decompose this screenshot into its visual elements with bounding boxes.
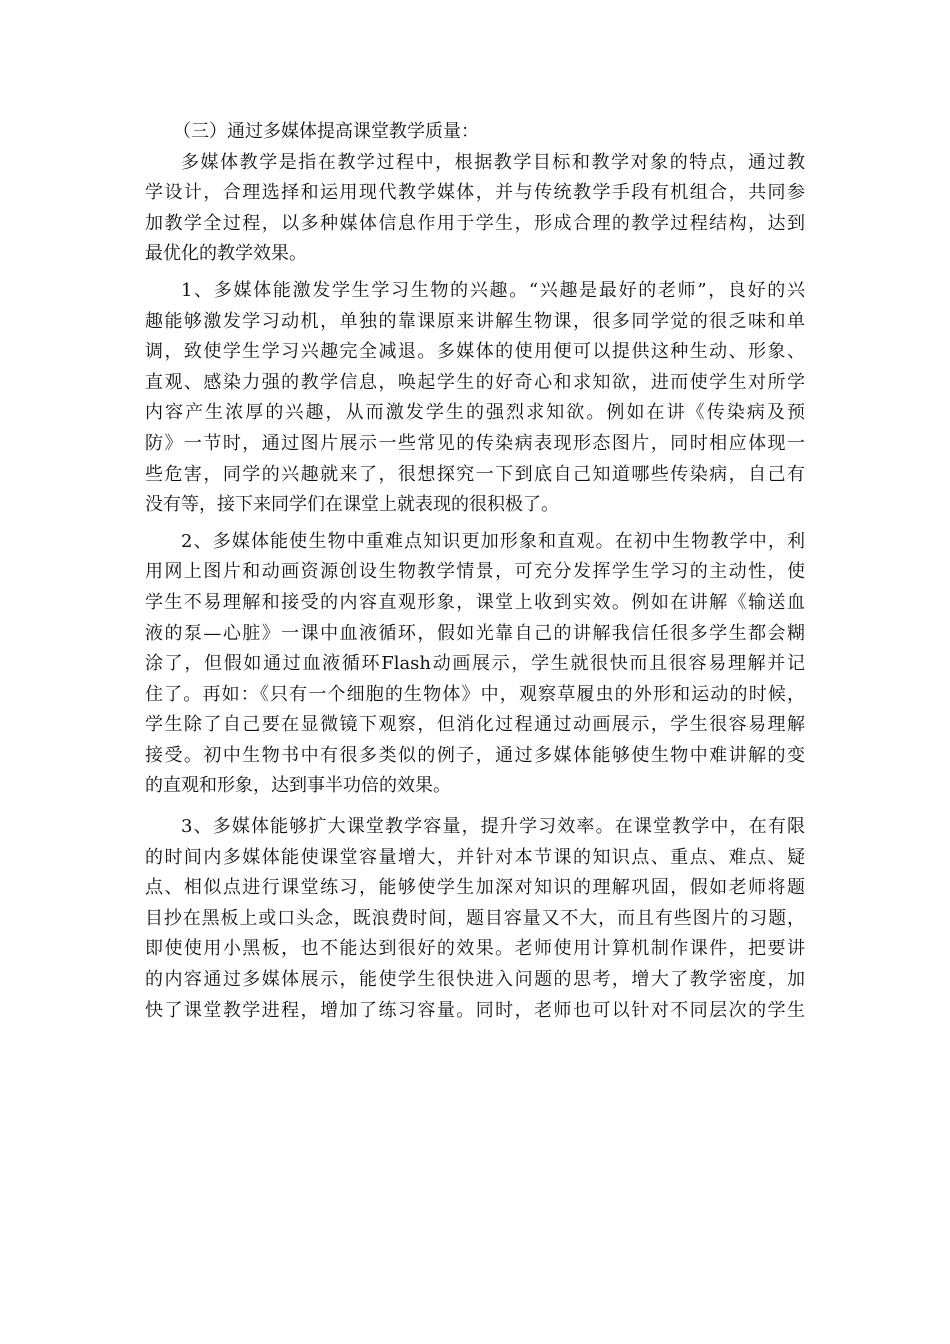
paragraph-line: 的内容通过多媒体展示，能使学生很快进入问题的思考，增大了教学密度，加 [145, 969, 805, 991]
section-heading: （三）通过多媒体提高课堂教学质量： [173, 121, 479, 142]
paragraph-line: 涂了，但假如通过血液循环Flash动画展示，学生就很快而且很容易理解并记 [145, 653, 805, 675]
paragraph-line: 即使使用小黑板，也不能达到很好的效果。老师使用计算机制作课件，把要讲 [145, 938, 805, 960]
paragraph-line: 些危害，同学的兴趣就来了，很想探究一下到底自己知道哪些传染病，自己有 [145, 463, 805, 485]
paragraph-line: 快了课堂教学进程，增加了练习容量。同时，老师也可以针对不同层次的学生 [145, 999, 805, 1021]
paragraph-intro [145, 148, 805, 270]
paragraph-line: 1、多媒体能激发学生学习生物的兴趣。“兴趣是最好的老师”，良好的兴 [181, 279, 805, 301]
paragraph-line: 没有等，接下来同学们在课堂上就表现的很积极了。 [145, 494, 559, 516]
paragraph-line: 学设计，合理选择和运用现代教学媒体，并与传统教学手段有机组合，共同参 [145, 182, 805, 204]
paragraph-line: 内容产生浓厚的兴趣，从而激发学生的强烈求知欲。例如在讲《传染病及预 [145, 402, 805, 424]
paragraph-line: 学生不易理解和接受的内容直观形象，课堂上收到实效。例如在讲解《输送血 [145, 591, 805, 613]
paragraph-line: 3、多媒体能够扩大课堂教学容量，提升学习效率。在课堂教学中，在有限 [181, 816, 805, 838]
paragraph-line: 最优化的教学效果。 [145, 243, 307, 265]
paragraph-line: 接受。初中生物书中有很多类似的例子，通过多媒体能够使生物中难讲解的变 [145, 744, 805, 766]
paragraph-line: 防》一节时，通过图片展示一些常见的传染病表现形态图片，同时相应体现一 [145, 432, 805, 454]
paragraph-line: 2、多媒体能使生物中重难点知识更加形象和直观。在初中生物教学中，利 [181, 530, 805, 552]
paragraph-line: 学生除了自己要在显微镜下观察，但消化过程通过动画展示，学生很容易理解 [145, 714, 805, 736]
paragraph-line: 的直观和形象，达到事半功倍的效果。 [145, 775, 451, 797]
paragraph-line: 住了。再如：《只有一个细胞的生物体》中，观察草履虫的外形和运动的时候， [145, 683, 805, 705]
paragraph-point-2 [145, 527, 805, 802]
paragraph-line: 的时间内多媒体能使课堂容量增大，并针对本节课的知识点、重点、难点、疑 [145, 846, 805, 868]
paragraph-line: 直观、感染力强的教学信息，唤起学生的好奇心和求知欲，进而使学生对所学 [145, 371, 805, 393]
paragraph-line: 目抄在黑板上或口头念，既浪费时间，题目容量又不大，而且有些图片的习题， [145, 907, 805, 929]
paragraph-line: 调，致使学生学习兴趣完全减退。多媒体的使用便可以提供这种生动、形象、 [145, 341, 805, 363]
paragraph-point-3 [145, 812, 805, 1026]
document-body [145, 117, 805, 1026]
paragraph-line: 趣能够激发学习动机，单独的靠课原来讲解生物课，很多同学觉的很乏味和单 [145, 310, 805, 332]
paragraph-line: 液的泵—心脏》一课中血液循环，假如光靠自己的讲解我信任很多学生都会糊 [145, 622, 805, 644]
paragraph-line: 多媒体教学是指在教学过程中，根据教学目标和教学对象的特点，通过教 [181, 151, 805, 173]
paragraph-line: 点、相似点进行课堂练习，能够使学生加深对知识的理解巩固，假如老师将题 [145, 877, 805, 899]
paragraph-line: 用网上图片和动画资源创设生物教学情景，可充分发挥学生学习的主动性，使 [145, 561, 805, 583]
paragraph-line: 加教学全过程，以多种媒体信息作用于学生，形成合理的教学过程结构，达到 [145, 212, 805, 234]
paragraph-point-1 [145, 276, 805, 521]
